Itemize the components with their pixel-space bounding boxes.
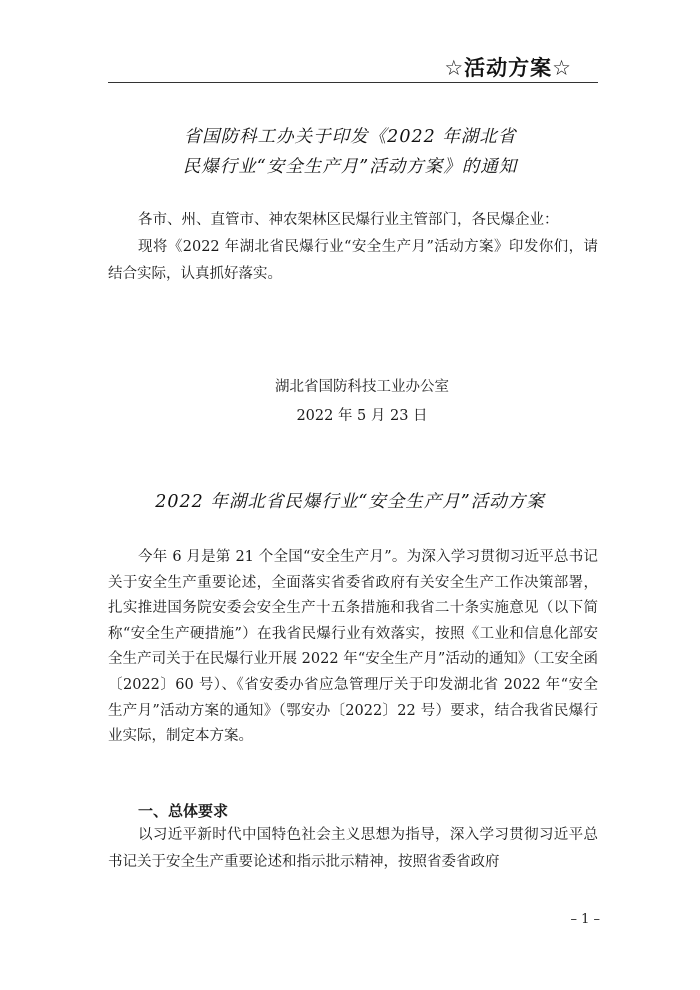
signature-date: 2022 年 5 月 23 日 [296, 408, 428, 424]
signature-organization: 湖北省国防科技工业办公室 [275, 379, 449, 395]
header-tag: ☆活动方案☆ [444, 56, 572, 80]
section-paragraph: 以习近平新时代中国特色社会主义思想为指导，深入学习贯彻习近平总书记关于安全生产重要论述和指示批示精神，按照省委省政府 [108, 827, 598, 870]
notice-title-line2: 民爆行业“安全生产月”活动方案》的通知 [182, 157, 518, 177]
notice-body: 现将《2022 年湖北省民爆行业“安全生产月”活动方案》印发你们，请结合实际，认真抓好落实。 [108, 239, 598, 282]
notice-title-line1: 省国防科工办关于印发《2022 年湖北省 [183, 127, 517, 147]
section-heading: 一、总体要求 [138, 802, 229, 820]
plan-title: 2022 年湖北省民爆行业“安全生产月”活动方案 [155, 492, 545, 512]
notice-addressee: 各市、州、直管市、神农架林区民爆行业主管部门，各民爆企业： [138, 212, 559, 228]
plan-intro-paragraph: 今年 6 月是第 21 个全国“安全生产月”。为深入学习贯彻习近平总书记关于安全生产重要论述，全面落实省委省政府有关安全生产工作决策部署，扎实推进国务院安委会安全生产十五条措施和我省二十条实施意见（以下简称“安全生产硬措施”）在我省民爆行业有效落实，按照《工业和信息化部安全生产司关于在民爆行业开展 2022 年“安全生产月”活动的通知》（工安全函〔2022〕60 号）、《省安委办省应急管理厅关于印发湖北省 2022 年“安全生产月”活动方案的通知》（鄂安办〔2022〕22 号）要求，结合我省民爆行业实际，制定本方案。 [108, 549, 598, 745]
header-divider [108, 82, 598, 83]
page-number: – 1 – [570, 912, 600, 927]
